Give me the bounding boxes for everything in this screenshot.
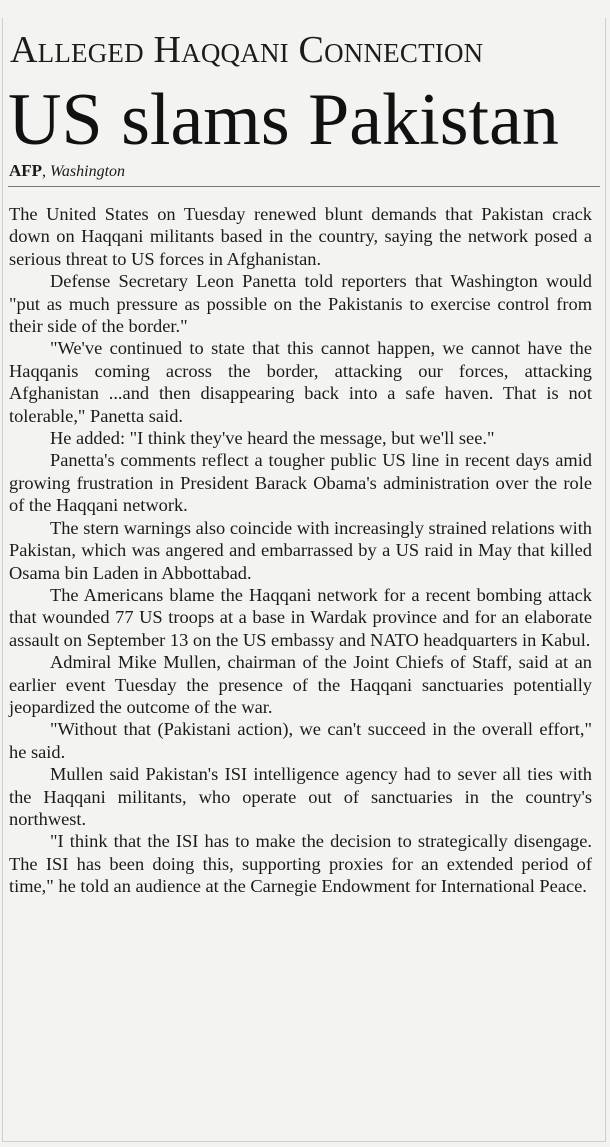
article-paragraph: Mullen said Pakistan's ISI intelligence agency had to sever all ties with the Haqqani militants, who operate out of sanctuaries in the country's northwest. (9, 764, 592, 829)
article-paragraph: Defense Secretary Leon Panetta told reporters that Washington would "put as much pressure as possible on the Pakistanis to exercise control from their side of the border." (9, 271, 592, 337)
byline-divider (8, 186, 600, 187)
article-paragraph: Admiral Mike Mullen, chairman of the Joint Chiefs of Staff, said at an earlier event Tuesday the presence of the Haqqani sanctuaries potentially jeopardized the outcome of the war. (9, 652, 592, 717)
article-paragraph: "We've continued to state that this cannot happen, we cannot have the Haqqanis coming across the border, attacking our forces, attacking Afghanistan ...and then disappearing back into a safe haven. That is not tolerable," Panetta said. (9, 338, 592, 426)
byline-separator: , (42, 163, 47, 180)
article-paragraph: The United States on Tuesday renewed blunt demands that Pakistan crack down on Haqqani militants based in the country, saying the network posed a serious threat to US forces in Afghanistan. (9, 204, 592, 269)
article-paragraph: The Americans blame the Haqqani network for a recent bombing attack that wounded 77 US troops at a base in Wardak province and for an elaborate assault on September 13 on the US embassy and NATO headquarters in Kabul. (9, 584, 592, 650)
byline-place: Washington (50, 163, 126, 180)
article-body (9, 203, 592, 898)
kicker: Alleged Haqqani Connection (10, 29, 484, 71)
article-paragraph: The stern warnings also coincide with increasingly strained relations with Pakistan, which was angered and embarrassed by a US raid in May that killed Osama bin Laden in Abbottabad. (9, 517, 592, 583)
article-paragraph: He added: "I think they've heard the message, but we'll see." (50, 428, 495, 449)
article-paragraph: Panetta's comments reflect a tougher public US line in recent days amid growing frustration in President Barack Obama's administration over the role of the Haqqani network. (9, 450, 592, 516)
article-paragraph: "I think that the ISI has to make the decision to strategically disengage. The ISI has been doing this, supporting proxies for an extended period of time," he told an audience at the Carnegie Endowment for International Peace. (9, 831, 592, 897)
byline-agency: AFP (9, 161, 43, 180)
headline: US slams Pakistan (8, 79, 559, 161)
article-paragraph: "Without that (Pakistani action), we can't succeed in the overall effort," he said. (9, 719, 592, 762)
byline (9, 161, 125, 182)
